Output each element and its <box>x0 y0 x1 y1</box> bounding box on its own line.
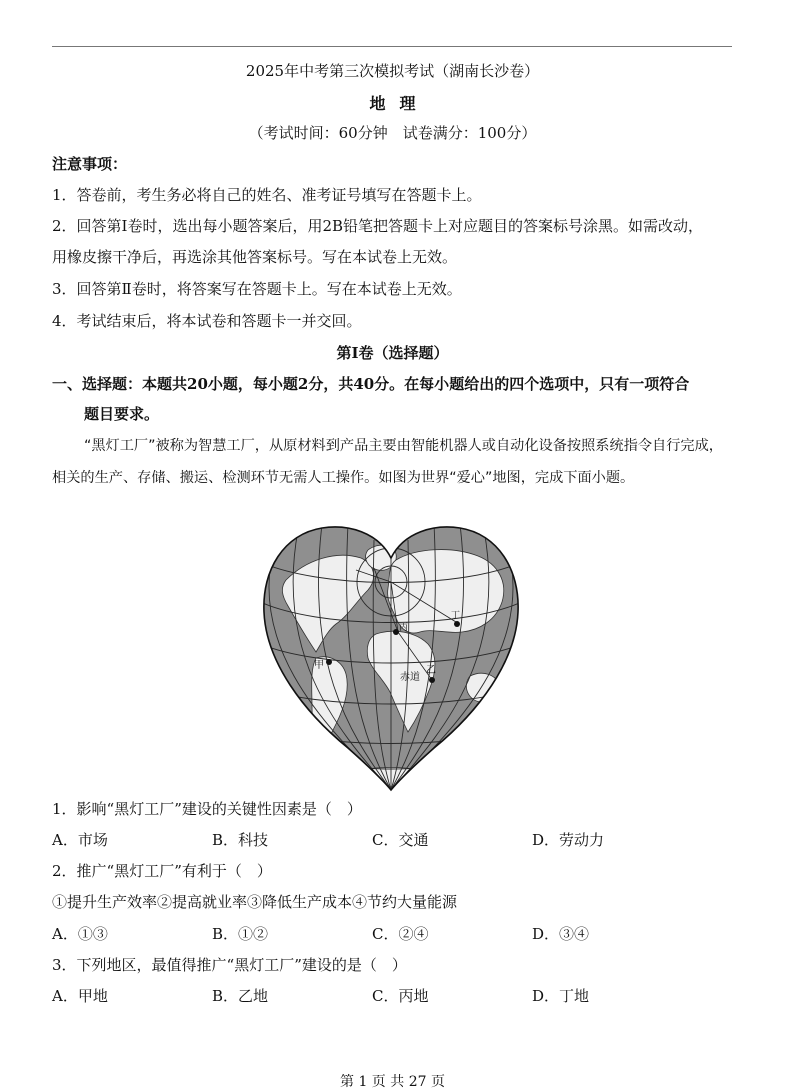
location-yi-dot <box>429 677 435 683</box>
question-type-instructions-continued: 题目要求。 <box>84 405 160 423</box>
heart-world-map <box>256 520 526 798</box>
question-1-option-b[interactable]: B．科技 <box>212 831 269 849</box>
notice-item-3: 3．回答第Ⅱ卷时，将答案写在答题卡上。写在本试卷上无效。 <box>52 280 462 298</box>
notice-heading: 注意事项： <box>52 155 128 173</box>
question-1-option-c[interactable]: C．交通 <box>372 831 429 849</box>
question-2-option-a[interactable]: A．①③ <box>52 925 108 943</box>
question-3-option-b[interactable]: B．乙地 <box>212 987 269 1005</box>
subject-title: 地理 <box>369 94 430 113</box>
question-2-statements: ①提升生产效率②提高就业率③降低生产成本④节约大量能源 <box>52 893 458 911</box>
location-ding-dot <box>454 621 460 627</box>
question-2-option-b[interactable]: B．①② <box>212 925 269 943</box>
question-1-stem: 1．影响“黑灯工厂”建设的关键性因素是（ ） <box>52 800 362 818</box>
question-1-option-d[interactable]: D．劳动力 <box>532 831 605 849</box>
label-yi: 乙 <box>426 665 436 676</box>
notice-item-2-continued: 用橡皮擦干净后，再选涂其他答案标号。写在本试卷上无效。 <box>52 248 458 266</box>
page-footer: 第 1 页 共 27 页 <box>340 1074 445 1090</box>
question-2-option-c[interactable]: C．②④ <box>372 925 429 943</box>
top-rule <box>52 46 732 47</box>
label-equator: 赤道 <box>400 672 420 683</box>
reading-passage: “黑灯工厂”被称为智慧工厂，从原材料到产品主要由智能机器人或自动化设备按照系统指令自行完成，相关的生产、存储、搬运、检测环节无需人工操作。如图为世界“爱心”地图，完成下面小题。 <box>52 438 723 486</box>
location-jia-dot <box>326 659 332 665</box>
heart-map-svg <box>256 520 526 798</box>
exam-info: （考试时间：60分钟 试卷满分：100分） <box>248 124 537 142</box>
question-3-stem: 3．下列地区，最值得推广“黑灯工厂”建设的是（ ） <box>52 956 407 974</box>
label-bing: 丙 <box>399 623 409 633</box>
notice-item-1: 1．答卷前，考生务必将自己的姓名、准考证号填写在答题卡上。 <box>52 186 482 204</box>
question-3-option-a[interactable]: A．甲地 <box>52 987 108 1005</box>
question-2-stem: 2．推广“黑灯工厂”有利于（ ） <box>52 862 272 880</box>
question-3-option-c[interactable]: C．丙地 <box>372 987 429 1005</box>
notice-item-2: 2．回答第Ⅰ卷时，选出每小题答案后，用2B铅笔把答题卡上对应题目的答案标号涂黑。如需改动， <box>52 217 704 235</box>
question-1-option-a[interactable]: A．市场 <box>52 831 108 849</box>
question-2-option-d[interactable]: D．③④ <box>532 925 590 943</box>
label-jia: 甲 <box>314 660 324 671</box>
question-3-option-d[interactable]: D．丁地 <box>532 987 590 1005</box>
paper-title: 2025年中考第三次模拟考试（湖南长沙卷） <box>245 62 540 80</box>
question-type-instructions: 一、选择题：本题共20小题，每小题2分，共40分。在每小题给出的四个选项中，只有一项符合 <box>52 375 690 393</box>
section-title: 第Ⅰ卷（选择题） <box>336 344 449 362</box>
label-ding: 丁 <box>451 611 461 621</box>
notice-item-4: 4．考试结束后，将本试卷和答题卡一并交回。 <box>52 312 362 330</box>
